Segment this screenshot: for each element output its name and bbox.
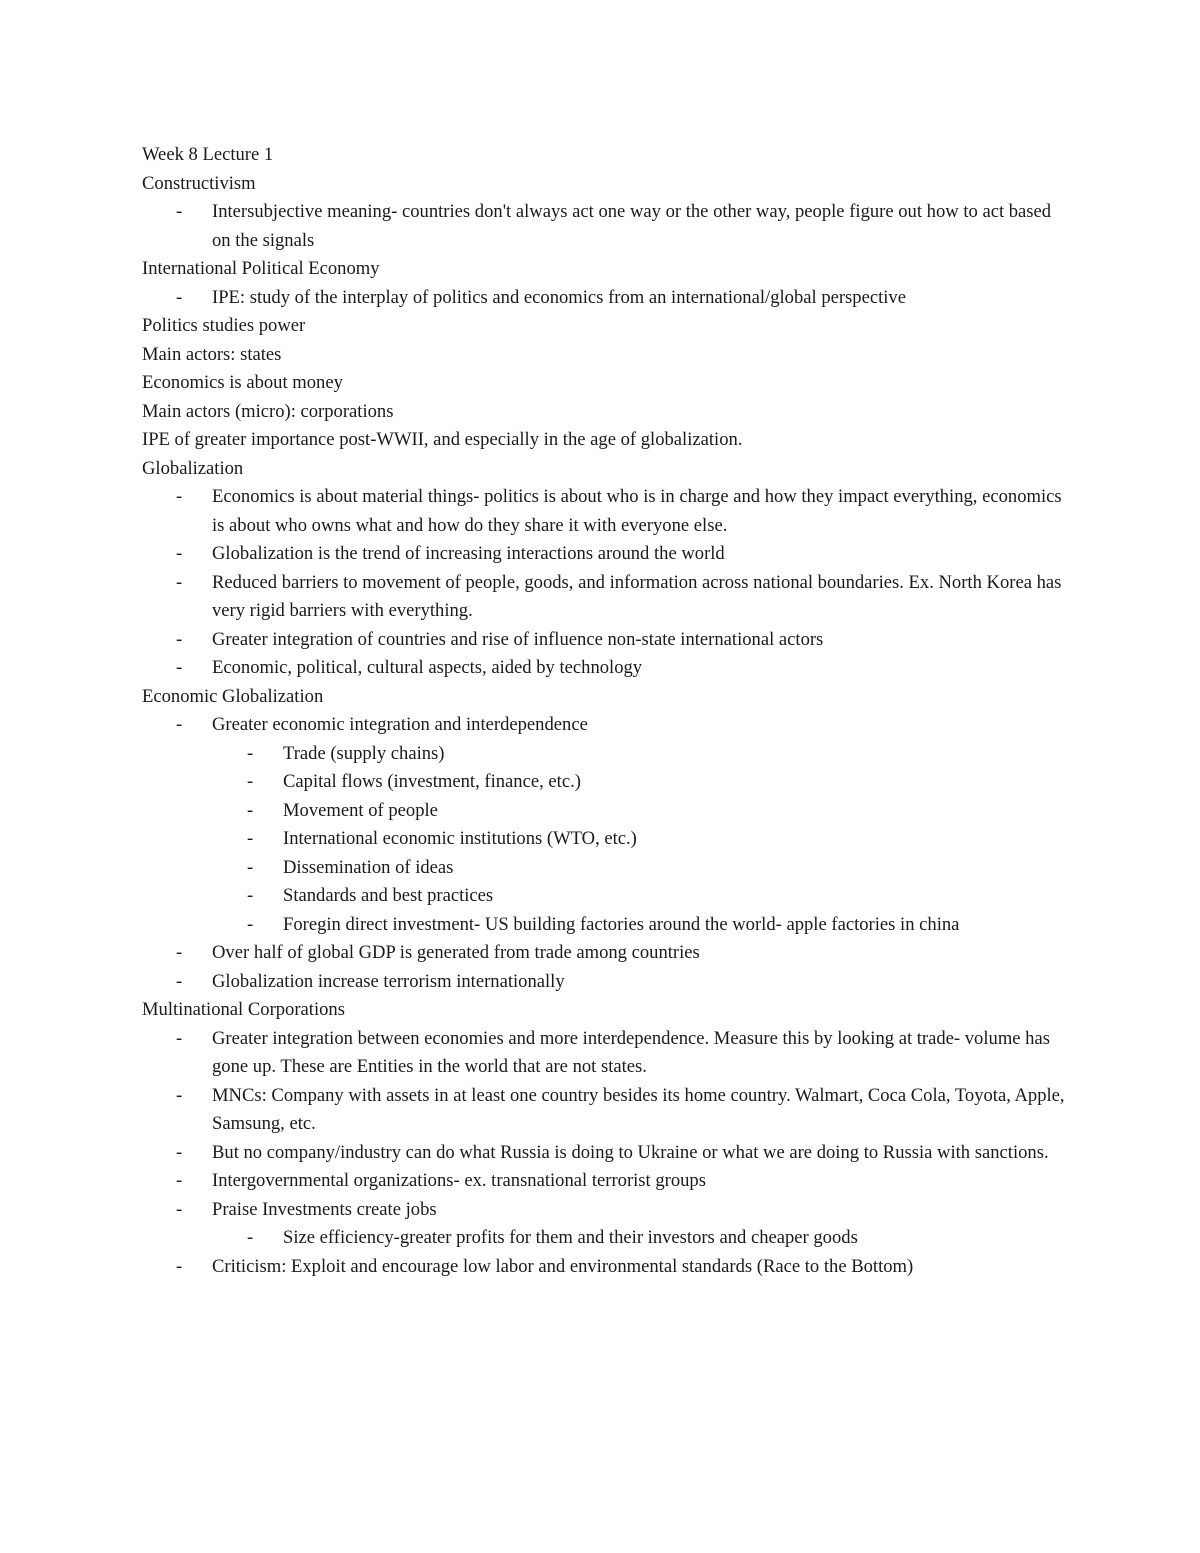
list-item-text: IPE: study of the interplay of politics and economics from an international/global perspective <box>212 286 906 308</box>
bullet-dash: - <box>247 799 254 821</box>
note-line: Main actors (micro): corporations <box>142 400 394 422</box>
bullet-dash: - <box>247 1227 254 1248</box>
list-item-text: Economics is about material things- politics is about who is in charge and how they impact everything, economics is about who owns what and how do they share it with everyone else. <box>212 486 1062 536</box>
note-line: Main actors: states <box>142 343 282 365</box>
bullet-dash: - <box>176 1084 183 1106</box>
sub-list-item <box>142 854 1072 883</box>
lecture-notes-page <box>142 141 1072 1281</box>
list-item-text: Globalization increase terrorism internationally <box>212 970 565 992</box>
list-item <box>142 968 1072 997</box>
list-item <box>142 1253 1072 1282</box>
bullet-dash: - <box>176 657 183 678</box>
list-item-text: Intergovernmental organizations- ex. transnational terrorist groups <box>212 1170 706 1191</box>
list-item <box>142 1025 1072 1082</box>
section-heading-multinational-corporations: Multinational Corporations <box>142 999 345 1020</box>
bullet-dash: - <box>247 856 254 878</box>
bullet-dash: - <box>176 486 183 507</box>
bullet-dash: - <box>176 571 183 593</box>
list-item-text: Praise Investments create jobs <box>212 1198 437 1220</box>
list-item-text: But no company/industry can do what Russia is doing to Ukraine or what we are doing to Russia with sanctions. <box>212 1141 1049 1163</box>
bullet-dash: - <box>176 628 183 650</box>
list-item-text: Greater integration between economies and more interdependence. Measure this by looking at trade- volume has gone up. These are Entities in the world that are not states. <box>212 1027 1050 1077</box>
note-line: IPE of greater importance post-WWII, and especially in the age of globalization. <box>142 429 743 450</box>
list-item-text: Intersubjective meaning- countries don't always act one way or the other way, people figure out how to act based on the signals <box>212 201 1052 251</box>
bullet-dash: - <box>176 543 183 564</box>
sub-list-item <box>142 882 1072 911</box>
bullet-dash: - <box>176 970 183 992</box>
bullet-dash: - <box>176 286 183 308</box>
sub-list-item <box>142 1224 1072 1253</box>
list-item-text: Globalization is the trend of increasing interactions around the world <box>212 543 725 564</box>
list-item <box>142 711 1072 740</box>
list-item <box>142 284 1072 313</box>
list-item <box>142 626 1072 655</box>
note-line: Economics is about money <box>142 372 343 393</box>
list-item <box>142 654 1072 683</box>
list-item <box>142 1139 1072 1168</box>
note-line: Politics studies power <box>142 315 306 336</box>
bullet-dash: - <box>247 885 254 906</box>
list-item-text: Trade (supply chains) <box>283 742 445 764</box>
list-item-text: Greater economic integration and interdependence <box>212 714 588 735</box>
bullet-dash: - <box>176 942 183 963</box>
sub-list-item <box>142 825 1072 854</box>
bullet-dash: - <box>247 828 254 849</box>
list-item-text: Foregin direct investment- US building factories around the world- apple factories in china <box>283 913 960 935</box>
list-item-text: MNCs: Company with assets in at least one country besides its home country. Walmart, Coca Cola, Toyota, Apple, Samsung, etc. <box>212 1084 1065 1134</box>
list-item <box>142 1167 1072 1196</box>
list-item <box>142 1196 1072 1225</box>
list-item-text: Criticism: Exploit and encourage low labor and environmental standards (Race to the Bottom) <box>212 1255 914 1277</box>
bullet-dash: - <box>247 913 254 935</box>
list-item-text: Dissemination of ideas <box>283 856 454 878</box>
list-item-text: Greater integration of countries and rise of influence non-state international actors <box>212 628 824 650</box>
bullet-dash: - <box>176 1027 183 1049</box>
sub-list-item <box>142 768 1072 797</box>
section-heading-constructivism: Constructivism <box>142 172 256 194</box>
list-item-text: International economic institutions (WTO, etc.) <box>283 828 637 849</box>
bullet-dash: - <box>247 771 254 792</box>
list-item-text: Capital flows (investment, finance, etc.) <box>283 771 581 792</box>
bullet-dash: - <box>176 1141 183 1163</box>
list-item <box>142 483 1072 540</box>
list-item <box>142 540 1072 569</box>
section-heading-economic-globalization: Economic Globalization <box>142 685 324 707</box>
bullet-dash: - <box>176 1170 183 1191</box>
list-item <box>142 569 1072 626</box>
list-item <box>142 939 1072 968</box>
section-heading-globalization: Globalization <box>142 457 244 479</box>
sub-list-item <box>142 911 1072 940</box>
list-item <box>142 198 1072 255</box>
page-title: Week 8 Lecture 1 <box>142 144 274 165</box>
list-item-text: Movement of people <box>283 799 438 821</box>
bullet-dash: - <box>247 742 254 764</box>
list-item-text: Economic, political, cultural aspects, aided by technology <box>212 657 643 678</box>
list-item-text: Over half of global GDP is generated from trade among countries <box>212 942 700 963</box>
sub-list-item <box>142 797 1072 826</box>
bullet-dash: - <box>176 201 183 222</box>
bullet-dash: - <box>176 1198 183 1220</box>
list-item-text: Standards and best practices <box>283 885 494 906</box>
sub-list-item <box>142 740 1072 769</box>
bullet-dash: - <box>176 714 183 735</box>
list-item-text: Reduced barriers to movement of people, goods, and information across national boundaries. Ex. North Korea has very rigid barriers with everything. <box>212 571 1062 621</box>
section-heading-ipe: International Political Economy <box>142 258 380 279</box>
list-item-text: Size efficiency-greater profits for them and their investors and cheaper goods <box>283 1227 858 1248</box>
list-item <box>142 1082 1072 1139</box>
bullet-dash: - <box>176 1255 183 1277</box>
